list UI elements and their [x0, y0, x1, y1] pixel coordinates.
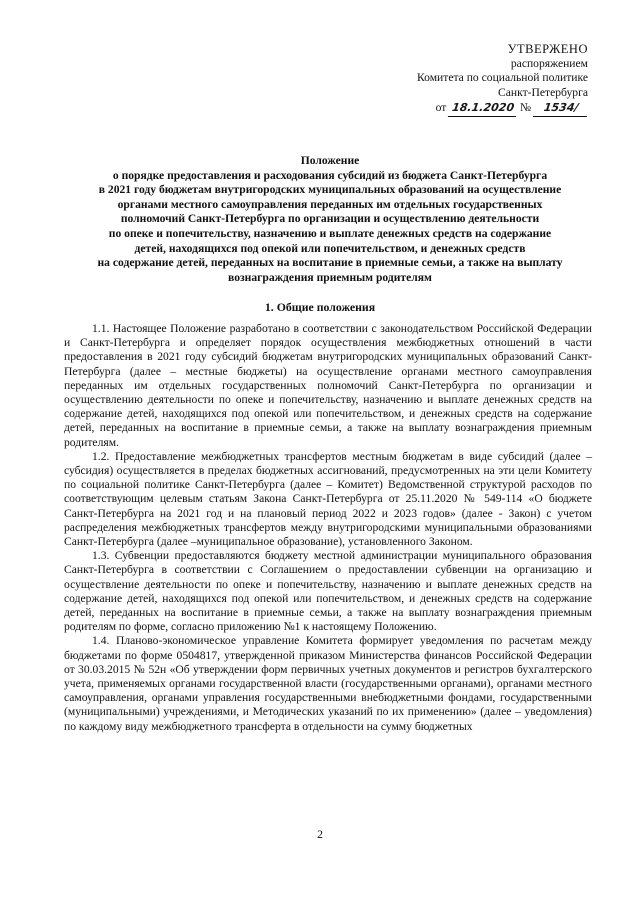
- paragraph-1-2: 1.2. Предоставление межбюджетных трансфертов местным бюджетам в виде субсидий (далее – субсидия) осуществляется в пределах бюджетных ассигнований, предусмотренных на эти цели Комитету по социальной политике Санкт-Петербурга (далее – Комитет) Ведомственной структурой расходов по соответствующим целевым статьям Закона Санкт-Петербурга от 25.11.2020 № 549-114 «О бюджете Санкт-Петербурга на 2021 год и на плановый период 2022 и 2023 годов» (далее - Закон) с учетом распределения межбюджетных трансфертов между внутригородскими муниципальными образованиями Санкт-Петербурга (далее –муниципальное образование), установленного Законом.: [64, 449, 592, 549]
- approval-stamp-block: [417, 42, 588, 117]
- approval-line-committee: Комитета по социальной политике: [416, 71, 588, 84]
- title-line: органами местного самоуправления переданных им отдельных государственных: [117, 197, 543, 211]
- approval-date-number-line: [436, 101, 588, 117]
- title-line: в 2021 году бюджетам внутригородских муниципальных образований на осуществление: [98, 183, 562, 197]
- date-prefix: от: [435, 101, 447, 114]
- approval-line-order: распоряжением: [510, 56, 588, 70]
- number-prefix: №: [520, 101, 532, 114]
- section-heading: 1. Общие положения: [264, 300, 376, 314]
- title-line: на содержание детей, переданных на воспитание в приемные семьи, а также на выплату: [97, 256, 563, 270]
- title-line: детей, находящихся под опекой или попечительством, и денежных средств: [134, 241, 526, 255]
- document-body: [64, 322, 592, 734]
- page-number: 2: [317, 828, 323, 841]
- title-line: по опеке и попечительству, назначению и выплате денежных средств на содержание: [108, 226, 552, 240]
- handwritten-date: 18.1.2020: [448, 101, 518, 117]
- title-line: вознаграждения приемным родителям: [228, 270, 432, 284]
- paragraph-1-4: 1.4. Планово-экономическое управление Комитета формирует уведомления по расчетам между бюджетами по форме 0504817, утвержденной приказом Министерства финансов Российской Федерации от 30.03.2015 № 52н «Об утверждении форм первичных учетных документов и регистров бухгалтерского учета, применяемых органами государственной власти (государственными органами), органами местного самоуправления, органами управления государственными внебюджетными фондами, государственными (муниципальными) учреждениями, и Методических указаний по их применению» (далее – уведомления) по каждому виду межбюджетного трансферта в отдельности на сумму бюджетных: [64, 634, 592, 733]
- handwritten-number: 1534/: [533, 101, 589, 117]
- title-line: полномочий Санкт-Петербурга по организации и осуществлению деятельности: [120, 212, 540, 226]
- paragraph-1-3: 1.3. Субвенции предоставляются бюджету местной администрации муниципального образования Санкт-Петербурга в соответствии с Соглашением о предоставлении субвенции на организацию и осуществление деятельности по опеке и попечительству, назначению и выплате денежных средств на содержание детей, находящихся под опекой или попечительством, и денежных средств на содержание детей, переданных на воспитание в приемные семьи, а также на выплату вознаграждения приемным родителям по форме, согласно приложению №1 к настоящему Положению.: [64, 549, 592, 634]
- paragraph-1-1: 1.1. Настоящее Положение разработано в соответствии с законодательством Российской Федерации и Санкт-Петербурга и определяет порядок осуществления межбюджетных отношений в части предоставления в 2021 году субсидий бюджетам внутригородских муниципальных образований Санкт-Петербурга (далее – местные бюджеты) на осуществление органами местного самоуправления переданных им отдельных государственных полномочий Санкт-Петербурга по организации и осуществлению деятельности по опеке и попечительству, назначению и выплате денежных средств на содержание детей, находящихся под опекой или попечительством, и денежных средств на содержание детей, переданных на воспитание в приемные семьи, а также на выплату вознаграждения приемным родителям.: [64, 322, 592, 449]
- approval-line-city: Санкт-Петербурга: [498, 85, 588, 99]
- title-line: Положение: [300, 154, 360, 167]
- title-line: о порядке предоставления и расходования субсидий из бюджета Санкт-Петербурга: [112, 168, 548, 182]
- document-title: [64, 154, 596, 285]
- approval-heading: УТВЕРЖЕНО: [507, 42, 588, 56]
